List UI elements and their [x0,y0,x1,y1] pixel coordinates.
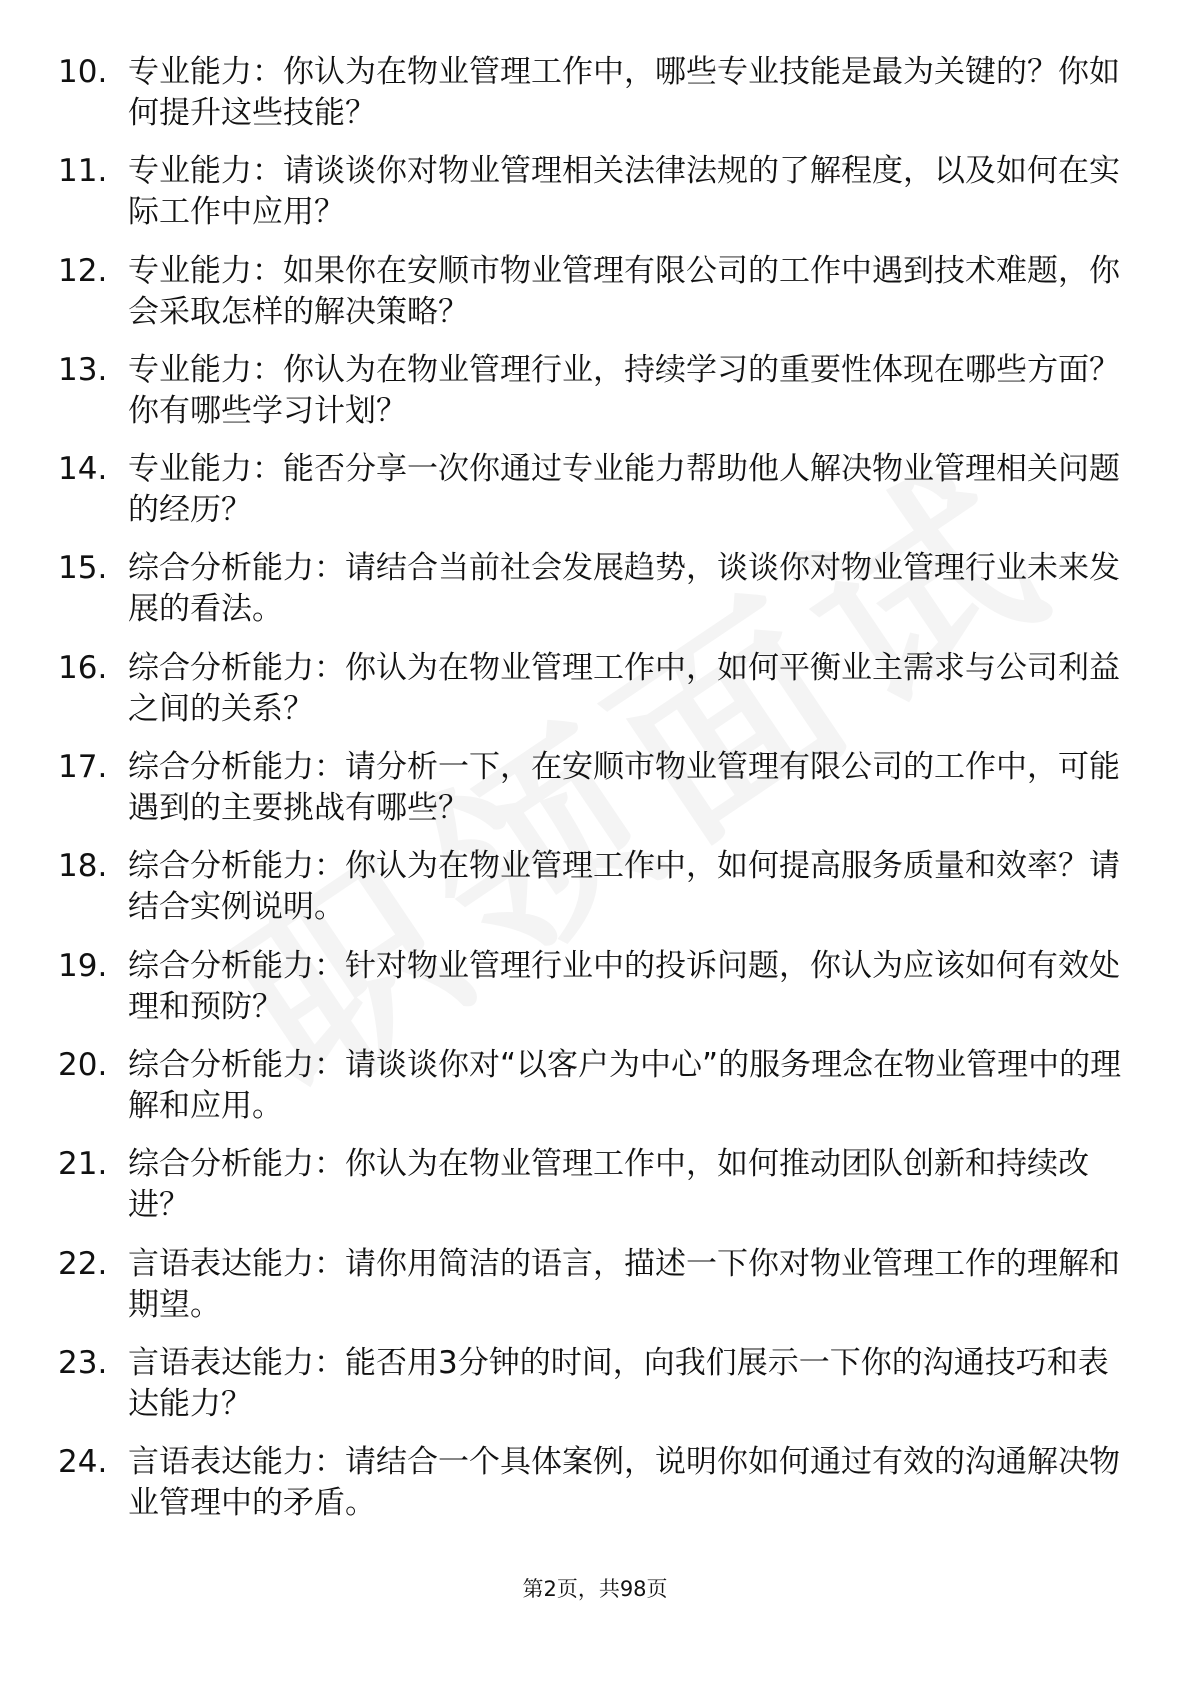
list-item [58,1045,1138,1144]
question-text: 言语表达能力：能否用3分钟的时间，向我们展示一下你的沟通技巧和表达能力？ [128,1344,1109,1422]
list-item [58,52,1138,151]
list-item [58,846,1138,945]
question-number: 22. [58,1245,108,1282]
question-text: 综合分析能力：请谈谈你对“以客户为中心”的服务理念在物业管理中的理解和应用。 [128,1046,1122,1124]
list-item [58,1343,1138,1442]
question-number: 14. [58,451,108,488]
list-item [58,946,1138,1045]
question-text: 言语表达能力：请结合一个具体案例，说明你如何通过有效的沟通解决物业管理中的矛盾。 [128,1444,1120,1522]
list-item [58,1442,1138,1541]
list-item [58,251,1138,350]
question-number: 13. [58,351,108,388]
question-text: 专业能力：如果你在安顺市物业管理有限公司的工作中遇到技术难题，你会采取怎样的解决策略？ [128,252,1120,330]
question-number: 15. [58,550,108,587]
question-list [58,52,1138,1541]
question-number: 10. [58,54,108,90]
list-item [58,747,1138,846]
page-footer: 第2页，共98页 [522,1577,668,1601]
question-number: 11. [58,153,108,190]
question-text: 综合分析能力：请结合当前社会发展趋势，谈谈你对物业管理行业未来发展的看法。 [128,550,1120,628]
list-item [58,350,1138,449]
question-text: 综合分析能力：你认为在物业管理工作中，如何推动团队创新和持续改进？ [128,1146,1089,1224]
question-number: 18. [58,848,108,885]
question-number: 17. [58,749,108,786]
question-text: 综合分析能力：针对物业管理行业中的投诉问题，你认为应该如何有效处理和预防？ [128,947,1120,1025]
question-number: 21. [58,1146,108,1183]
question-text: 专业能力：能否分享一次你通过专业能力帮助他人解决物业管理相关问题的经历？ [128,451,1120,529]
list-item [58,648,1138,747]
question-number: 12. [58,252,108,289]
question-text: 综合分析能力：请分析一下，在安顺市物业管理有限公司的工作中，可能遇到的主要挑战有哪些？ [128,749,1120,827]
question-text: 专业能力：请谈谈你对物业管理相关法律法规的了解程度，以及如何在实际工作中应用？ [128,153,1120,231]
question-text: 专业能力：你认为在物业管理工作中，哪些专业技能是最为关键的？你如何提升这些技能？ [128,54,1120,131]
question-number: 20. [58,1046,108,1083]
question-text: 综合分析能力：你认为在物业管理工作中，如何平衡业主需求与公司利益之间的关系？ [128,649,1120,727]
list-item [58,1244,1138,1343]
question-text: 专业能力：你认为在物业管理行业，持续学习的重要性体现在哪些方面？你有哪些学习计划？ [128,351,1120,429]
question-number: 23. [58,1344,108,1381]
question-number: 19. [58,947,108,984]
question-text: 言语表达能力：请你用简洁的语言，描述一下你对物业管理工作的理解和期望。 [128,1245,1120,1323]
question-number: 16. [58,649,108,686]
list-item [58,449,1138,548]
list-item [58,1144,1138,1243]
list-item [58,151,1138,250]
question-number: 24. [58,1444,108,1481]
list-item [58,548,1138,647]
question-text: 综合分析能力：你认为在物业管理工作中，如何提高服务质量和效率？请结合实例说明。 [128,848,1120,926]
